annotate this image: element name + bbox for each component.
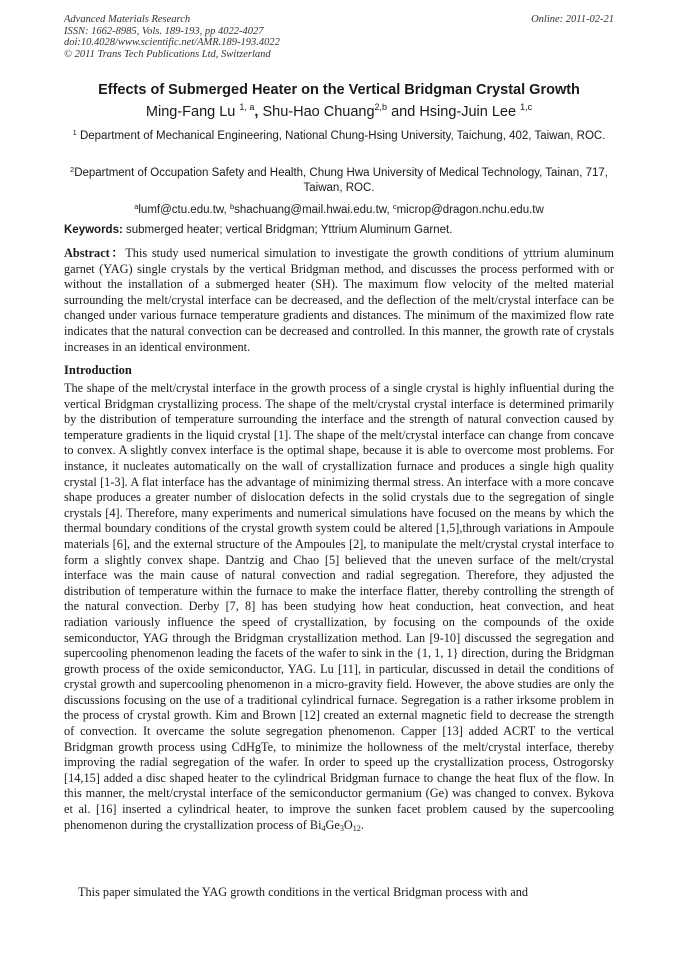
email-c-sup: c: [392, 202, 397, 211]
formula-o: O: [343, 817, 353, 832]
formula-sub-3: 3: [339, 823, 344, 833]
email-b: shachuang@mail.hwai.edu.tw,: [234, 204, 393, 216]
formula-sub-12: 12: [352, 823, 361, 833]
keywords-text: submerged heater; vertical Bridgman; Yttrium Aluminum Garnet.: [122, 224, 453, 236]
abstract-text: This study used numerical simulation to investigate the growth conditions of yttrium aluminum garnet (YAG) single crystals by the vertical Bridgman method, and discusses the process performed with or without the installation of a submerged heater (SH). The maximum flow velocity of the melted material surrounding the melt/crystal interface can be decreased, and the deflection of the melt/crystal interface can be changed under various furnace temperature gradients and distances. The minimum of the maximized flow rate indicates that the natural convection can be decreased and controlled. In this manner, the growth rate of crystals increases in an identical environment.: [64, 246, 614, 354]
affiliation-2-text: Department of Occupation Safety and Health, Chung Hwa University of Medical Technology, Tainan, 717, Taiwan, ROC.: [74, 167, 608, 194]
section-heading-introduction: Introduction: [64, 363, 132, 377]
journal-name: Advanced Materials Research: [64, 14, 191, 25]
keywords: [64, 223, 614, 238]
email-c: microp@dragon.nchu.edu.tw: [396, 204, 544, 216]
formula-sub-4: 4: [321, 823, 326, 833]
author-3: Hsing-Juin Lee: [419, 104, 521, 120]
affiliation-2-sup: 2: [70, 165, 75, 174]
running-header: [64, 14, 614, 60]
author-3-sup: 1,c: [520, 102, 533, 112]
second-paragraph: [64, 885, 614, 901]
formula-bi: Bi: [309, 817, 322, 832]
second-paragraph-text: This paper simulated the YAG growth conditions in the vertical Bridgman process with and: [78, 885, 528, 899]
affiliation-1-sup: 1: [72, 128, 77, 137]
email-a: lumf@ctu.edu.tw,: [138, 204, 230, 216]
introduction-text: The shape of the melt/crystal interface in the growth process of a single crystal is highly influential during the vertical Bridgman crystallizing process. The shape of the melt/crystal crystal interface is determined primarily by the distribution of temperature surrounding the interface and the strength of natural convection caused by temperature gradients in the liquid crystal [1]. The shape of the melt/crystal interface can change from concave to convex. A slightly convex interface is the optimal shape, because it is able to overcome most problems. For instance, it nucleates automatically on the wall of crystallization furnace and produces a single high quality crystal [1-3]. A flat interface has the advantage of minimizing thermal stress. An interface with a more concave shape produces a greater number of dislocation defects in the solid crystals due to the segregation of single crystals [4]. Therefore, many experiments and numerical simulations have focused on the means by which the thermal boundary conditions of the crystal growth system could be altered [1,5],through variations in Ampoule materials [6], and the external structure of the Ampoules [2], to manipulate the melt/crystal crystal interface to form a slightly convex shape. Dantzig and Chao [5] believed that the uneven surface of the melt/crystal interface was the main cause of natural convection and radial segregation. Therefore, they adjusted the distribution of temperature within the furnace to make the interface flatter, thereby controlling the strength of the natural convection. Derby [7, 8] has been studying how heat conduction, heat convection, and heat radiation variously influence the speed of crystallization, by focusing on the compounds of the oxide semiconductor, YAG through the Bridgman crystallization method. Lan [9-10] discussed the segregation and supercooling phenomenon leading the facets of the wafer to sink in the {1, 1, 1} direction, during the Bridgman growth process of the oxide semiconductor, YAG. Lu [11], in particular, discussed in detail the conditions of crystal growth and supercooling phenomenon in a micro-gravity field. However, the above studies are only the discussions focusing on the use of a traditional cylindrical furnace. Segregation is a rather irksome problem in the process of crystal growth. Kim and Brown [12] created an external magnetic field to decrease the strength of convection. It overcame the solute segregation phenomenon. Capper [13] added ACRT to the vertical Bridgman growth process using CdHgTe, to minimize the hollowness of the melt/crystal interface, thereby improving the radial segregation of the wafer. In order to speed up the crystallization process, Ostrogorsky [14,15] added a disc shaped heater to the cylindrical Bridgman furnace to change the heat flux of the flow. In this manner, the melt/crystal interface of the semiconductor germanium (Ge) was changed to convex. Bykova et al. [16] inserted a cylindrical heater, to improve the sunken facet problem caused by the supercooling phenomenon during the crystallization process of: [64, 381, 614, 832]
author-sep-1: ,: [254, 104, 263, 120]
email-line: [64, 203, 614, 218]
paper-title: Effects of Submerged Heater on the Vertical Bridgman Crystal Growth: [98, 82, 580, 98]
affiliation-1: [64, 129, 614, 144]
email-a-sup: a: [134, 202, 139, 211]
author-line: [64, 103, 614, 121]
author-1: Ming-Fang Lu: [145, 104, 240, 120]
formula-ge: Ge: [325, 817, 340, 832]
doi-line: doi:10.4028/www.scientific.net/AMR.189-193.4022: [64, 37, 280, 48]
affiliation-1-text: Department of Mechanical Engineering, National Chung-Hsing University, Taichung, 402, Taiwan, ROC.: [76, 130, 606, 142]
abstract: [64, 246, 614, 355]
author-2: Shu-Hao Chuang: [262, 104, 375, 120]
affiliation-2: [64, 166, 614, 196]
abstract-label: Abstract：: [64, 246, 126, 260]
copyright-line: © 2011 Trans Tech Publications Ltd, Switzerland: [64, 48, 271, 60]
issn-line: ISSN: 1662-8985, Vols. 189-193, pp 4022-4027: [64, 25, 264, 37]
formula-end: .: [360, 817, 364, 832]
keywords-label: Keywords:: [64, 224, 123, 236]
online-date: Online: 2011-02-21: [531, 14, 614, 25]
author-1-sup: 1, a: [239, 102, 255, 112]
email-b-sup: b: [229, 202, 235, 211]
author-sep-2: and: [387, 104, 420, 120]
introduction-paragraph: [64, 381, 614, 833]
author-2-sup: 2,b: [374, 102, 388, 112]
